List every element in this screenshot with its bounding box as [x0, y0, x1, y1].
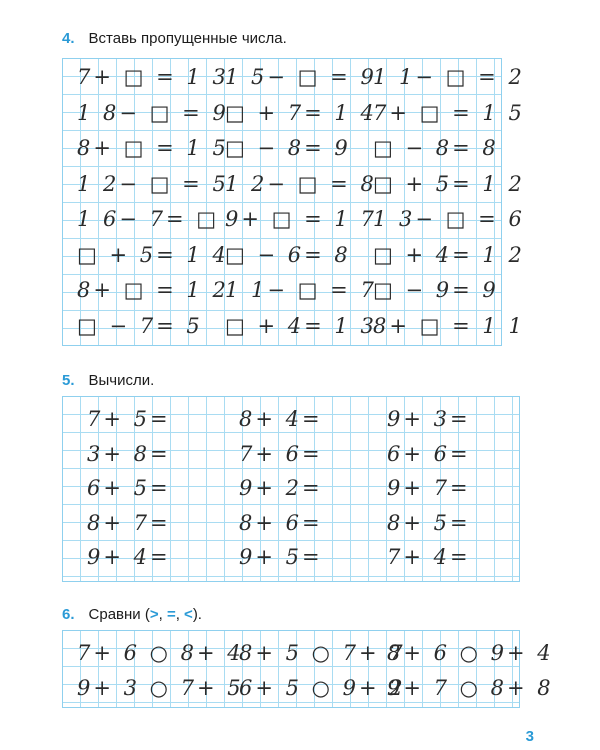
task4-expression: □ − 8= 9 — [225, 136, 351, 160]
task4-expression: 9+ □ = 1 7 — [225, 207, 377, 231]
task5-expression: 8+ 7= — [87, 510, 171, 535]
task-4-title: Вставь пропущенные числа. — [88, 30, 287, 47]
separator-1: , — [158, 606, 167, 623]
task4-expression: 1 1− □ = 2 — [373, 65, 525, 89]
task4-expression: □ + 4= 1 2 — [373, 242, 525, 267]
task5-expression: 8+ 4= — [239, 407, 323, 431]
page-number: 3 — [525, 728, 534, 745]
task-5-title: Вычисли. — [88, 372, 155, 389]
task-4-number: 4. — [62, 30, 75, 47]
task5-expression: 7+ 5= — [87, 407, 171, 431]
task4-expression: 1 5− □ = 9 — [225, 65, 377, 89]
task-6-number: 6. — [62, 606, 75, 623]
task5-expression: 7+ 4= — [387, 545, 471, 569]
less-symbol: < — [184, 606, 193, 623]
task6-expression: 8+ 5 ○ 7+ 7 — [239, 641, 406, 665]
task5-expression: 6+ 5= — [87, 476, 171, 500]
task5-expression: 3+ 8= — [87, 441, 171, 466]
task6-expression: 8+ 6 ○ 9+ 4 — [387, 641, 554, 665]
task4-expression: 8+ □ = 1 1 — [373, 313, 525, 338]
task-5-grid — [62, 396, 520, 582]
task4-expression: 8+ □ = 1 5 — [77, 136, 229, 160]
task6-expression: 9+ 3 ○ 7+ 5 — [77, 675, 244, 700]
task5-expression: 9+ 2= — [239, 476, 323, 500]
separator-2: , — [175, 606, 185, 623]
task5-expression: 8+ 6= — [239, 510, 323, 535]
task4-expression: □ − 8= 8 — [373, 136, 499, 160]
task-4-grid — [62, 58, 525, 346]
task4-expression: 7+ □ = 1 3 — [77, 65, 229, 89]
task4-expression: 8+ □ = 1 2 — [77, 278, 229, 302]
task4-expression: □ + 4= 1 3 — [225, 313, 377, 338]
task-6-title: Сравни ( — [88, 606, 150, 623]
task-4-heading — [62, 30, 287, 48]
task4-expression: □ + 7= 1 4 — [225, 100, 377, 125]
close-paren: ). — [192, 606, 202, 623]
task6-expression: 7+ 6 ○ 8+ 4 — [77, 641, 244, 665]
task5-expression: 9+ 7= — [387, 476, 471, 500]
task5-expression: 6+ 6= — [387, 441, 471, 466]
task5-expression: 8+ 5= — [387, 510, 471, 535]
task4-expression: 1 1− □ = 7 — [225, 278, 377, 302]
task5-expression: 9+ 3= — [387, 407, 471, 431]
task4-expression: 1 2− □ = 8 — [225, 171, 377, 196]
task4-expression: 1 6− 7= □ — [77, 207, 220, 231]
task-5-heading — [62, 372, 154, 390]
task4-expression: □ − 6= 8 — [225, 242, 351, 267]
task4-expression: □ + 5= 1 2 — [373, 171, 525, 196]
task6-expression: 6+ 5 ○ 9+ 2 — [239, 675, 406, 700]
task4-expression: □ + 5= 1 4 — [77, 242, 229, 267]
task5-expression: 9+ 4= — [87, 545, 171, 569]
task4-expression: 1 3− □ = 6 — [373, 207, 525, 231]
task6-expression: 9+ 7 ○ 8+ 8 — [387, 675, 554, 700]
task-6-heading — [62, 606, 202, 624]
task-5-number: 5. — [62, 372, 75, 389]
equal-symbol: = — [166, 606, 176, 623]
task4-expression: □ − 9= 9 — [373, 278, 499, 302]
task4-expression: 1 8− □ = 9 — [77, 100, 229, 125]
task4-expression: 1 2− □ = 5 — [77, 171, 229, 196]
task5-expression: 9+ 5= — [239, 545, 323, 569]
task4-expression: 7+ □ = 1 5 — [373, 100, 525, 125]
task5-expression: 7+ 6= — [239, 441, 323, 466]
task-6-grid — [62, 630, 554, 708]
greater-symbol: > — [149, 606, 159, 623]
task4-expression: □ − 7= 5 — [77, 313, 203, 338]
